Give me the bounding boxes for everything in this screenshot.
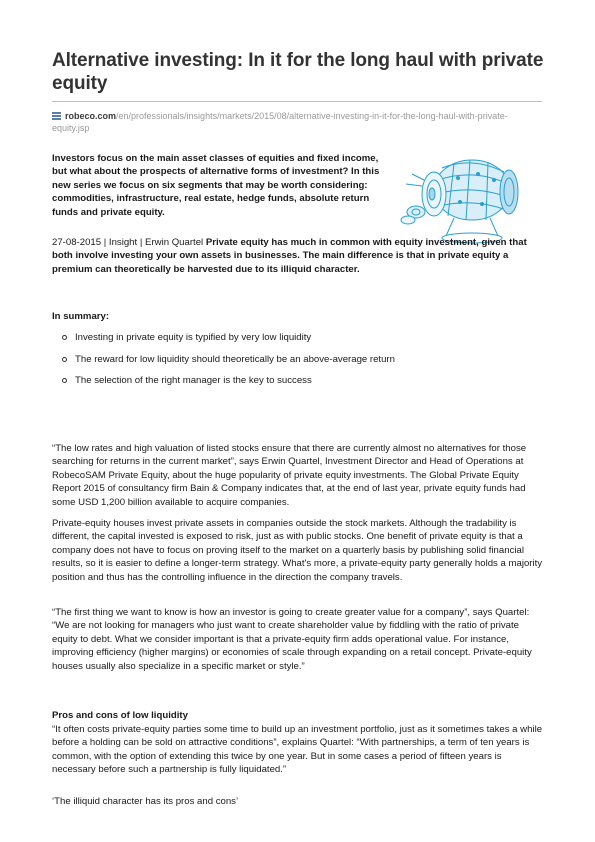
- article-category[interactable]: Insight: [108, 237, 138, 248]
- source-icon: [52, 112, 61, 120]
- source-domain[interactable]: robeco.com: [65, 111, 117, 121]
- summary-item: Investing in private equity is typified by very low liquidity: [52, 331, 532, 344]
- article-title: Alternative investing: In it for the long haul with private equity: [52, 50, 544, 94]
- summary-heading: In summary:: [52, 311, 110, 322]
- summary-list: [52, 331, 532, 396]
- meta-separator: |: [103, 237, 107, 248]
- pull-quote: ‘The illiquid character has its pros and cons’: [52, 796, 239, 807]
- body-paragraph-1: “The low rates and high valuation of listed stocks ensure that there are currently almost no alternatives for those searching for returns in the current market”, says Erwin Quartel, Investment Director and Head of Operations at RobecoSAM Private Equity, about the huge popularity of private equity investments. The Global Private Equity Report 2015 of consultancy firm Bain & Company indicates that, at the end of last year, private equity funds had some USD 1,200 billion available to acquire companies.: [52, 443, 527, 508]
- section-heading-pros-cons: Pros and cons of low liquidity: [52, 710, 188, 721]
- cannon-illustration-icon: [394, 150, 534, 250]
- source-path[interactable]: /en/professionals/insights/markets/2015/08/alternative-investing-in-it-for-the-long-haul-with-private-equity.jsp: [52, 111, 508, 133]
- article-intro: Private equity has much in common with equity investment, given that both involve investing your own assets in businesses. The main difference is that in private equity a premium can theoretically be harvested due to its illiquid character.: [52, 237, 527, 275]
- article-date: 27-08-2015: [52, 237, 102, 248]
- article-meta: [52, 236, 544, 276]
- lead-paragraph: Investors focus on the main asset classes of equities and fixed income, but what about the prospects of alternative forms of investment? In this new series we focus on six segments that may be worth considering: commodities, infrastructure, real estate, hedge funds, absolute return funds and private equity.: [52, 153, 380, 218]
- summary-item: The reward for low liquidity should theoretically be an above-average return: [52, 353, 532, 366]
- body-paragraph-3: “The first thing we want to know is how an investor is going to create greater value for a company”, says Quartel: “We are not looking for managers who just want to create shareholder value by fiddling with the ratio of private equity to debt. What we consider important is that a private-equity firm adds operational value. For instance, improving efficiency (higher margins) or economies of scale through expanding on a retail concept. Private-equity houses usually also specialize in a specific market or style.”: [52, 607, 532, 672]
- body-paragraph-2: Private-equity houses invest private assets in companies outside the stock markets. Although the tradability is different, the capital invested is exposed to risk, just as with public stocks. One benefit of private equity is that a company does not have to focus on proving itself to the market on a quarterly basis by publishing solid financial results, so it is easier to define a longer-term strategy. What's more, a private-equity party generally holds a majority position and thus has the controlling influence in the direction the company travels.: [52, 518, 543, 583]
- article-author[interactable]: Erwin Quartel: [145, 237, 204, 248]
- summary-item: The selection of the right manager is the key to success: [52, 374, 532, 387]
- source-url[interactable]: [52, 110, 544, 134]
- meta-separator: |: [139, 237, 143, 248]
- body-paragraph-4: “It often costs private-equity parties some time to build up an investment portfolio, just as it sometimes takes a while before a holding can be sold on attractive conditions”, explains Quartel: “With partnerships, a term of ten years is common, with the option of extending this twice by one year. But in some cases a period of fifteen years is necessary before such a partnership is fully liquidated.”: [52, 724, 543, 776]
- title-divider: [52, 101, 542, 102]
